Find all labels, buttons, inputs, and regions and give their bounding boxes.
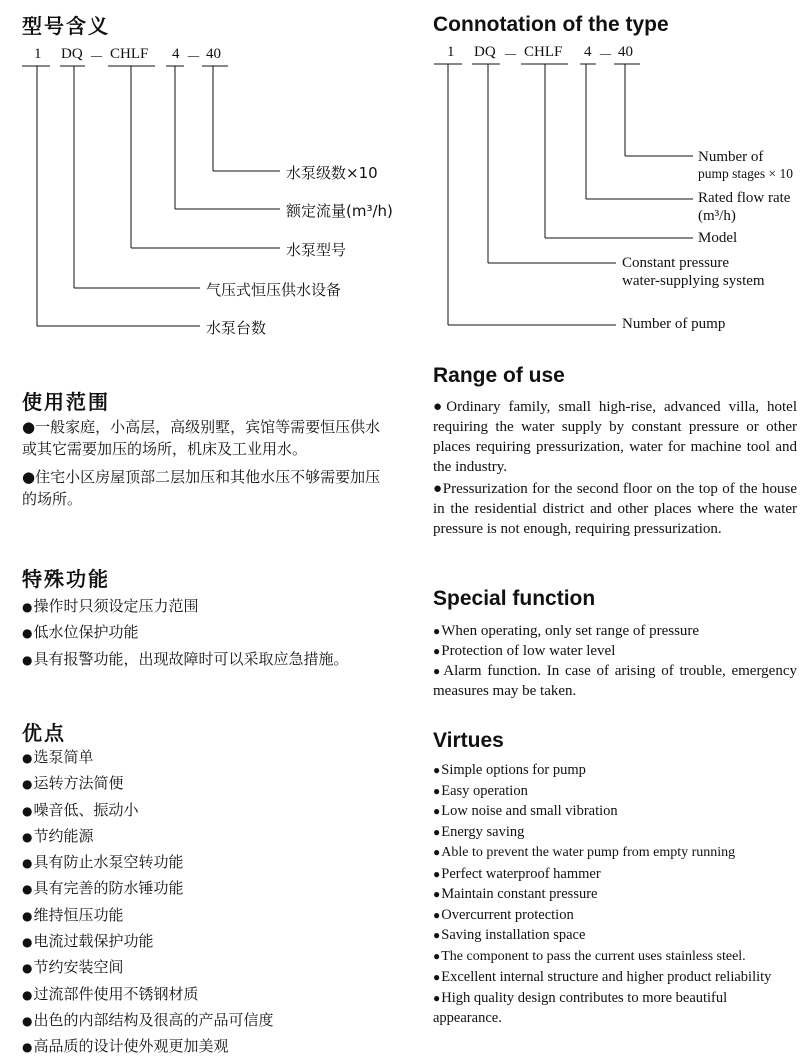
en-special-item-1: ● When operating, only set range of pressure	[433, 621, 797, 641]
en-label-stages-2: pump stages × 10	[698, 166, 793, 181]
list-item: ● 具有报警功能，出现故障时可以采取应急措施。	[22, 647, 349, 673]
en-label-flow-2: (m³/h)	[698, 208, 736, 224]
list-item: ● Overcurrent protection	[433, 905, 799, 926]
en-virtues-title: Virtues	[433, 729, 504, 752]
list-item: ● Maintain constant pressure	[433, 884, 799, 905]
cn-code-dash-2: －	[186, 50, 202, 66]
en-code-pump-count: 1	[447, 44, 455, 60]
en-code-flow: 4	[584, 44, 592, 60]
en-label-model: Model	[698, 230, 738, 246]
list-item: ● 选泵简单	[22, 745, 274, 771]
cn-label-pump-model: 水泵型号	[286, 241, 347, 259]
cn-range-title: 使用范围	[22, 390, 110, 414]
list-item: ● 具有防止水泵空转功能	[22, 850, 274, 876]
en-label-pumps: Number of pump	[622, 316, 726, 332]
list-item: ● 过流部件使用不锈钢材质	[22, 982, 274, 1008]
cn-virtues-list	[22, 745, 274, 1061]
en-special-item-2: ● Protection of low water level	[433, 641, 797, 661]
en-code-chlf: CHLF	[524, 44, 563, 60]
en-range-item-1: ●Ordinary family, small high-rise, advanced villa, hotel requiring the water supply by constant pressure or other places requiring pressurization, water for machine tool and the industry.	[433, 399, 797, 475]
list-item: ● Easy operation	[433, 781, 799, 802]
en-label-system-1: Constant pressure	[622, 255, 730, 271]
list-item: ● 电流过载保护功能	[22, 929, 274, 955]
list-item: ● Simple options for pump	[433, 760, 799, 781]
en-special-item-3: ● Alarm function. In case of arising of trouble, emergency measures may be taken.	[433, 661, 797, 701]
en-label-stages-1: Number of	[698, 149, 764, 165]
list-item: ● 具有完善的防水锤功能	[22, 876, 274, 902]
en-type-title: Connotation of the type	[433, 13, 669, 36]
en-code-dash-2: －	[598, 48, 614, 64]
cn-type-title: 型号含义	[22, 14, 110, 38]
list-item: ● Low noise and small vibration	[433, 801, 799, 822]
en-special-title: Special function	[433, 587, 596, 610]
cn-label-pump-stages: 水泵级数×10	[286, 164, 378, 182]
en-label-system-2: water-supplying system	[622, 273, 765, 289]
cn-label-pump-count: 水泵台数	[206, 319, 267, 337]
en-code-dash-1: －	[503, 48, 519, 64]
en-virtues-list	[433, 760, 799, 1029]
list-item: ● Able to prevent the water pump from empty running	[433, 842, 799, 864]
en-code-stages: 40	[618, 44, 633, 60]
list-item: ● Excellent internal structure and higher product reliability	[433, 967, 799, 988]
cn-code-flow: 4	[172, 46, 180, 62]
list-item: ● Saving installation space	[433, 925, 799, 946]
list-item: ● 维持恒压功能	[22, 903, 274, 929]
list-item: ● The component to pass the current uses stainless steel.	[433, 946, 799, 968]
list-item: ● High quality design contributes to more beautiful appearance.	[433, 988, 783, 1029]
en-range-title: Range of use	[433, 364, 565, 387]
list-item: ● 高品质的设计使外观更加美观	[22, 1034, 274, 1060]
cn-code-dq: DQ	[61, 46, 83, 62]
list-item: ● Energy saving	[433, 822, 799, 843]
cn-label-flow-rate: 额定流量(m³/h)	[286, 202, 393, 220]
cn-label-equipment: 气压式恒压供水设备	[206, 281, 342, 299]
cn-code-dash-1: －	[89, 50, 105, 66]
cn-special-list	[22, 594, 349, 673]
list-item: ● 节约能源	[22, 824, 274, 850]
list-item: ● 出色的内部结构及很高的产品可信度	[22, 1008, 274, 1034]
cn-range-item-1: ●一般家庭，小高层，高级别墅，宾馆等需要恒压供水或其它需要加压的场所，机床及工业用水。	[22, 418, 381, 458]
list-item: ● 节约安装空间	[22, 955, 274, 981]
cn-range-item-2: ●住宅小区房屋顶部二层加压和其他水压不够需要加压的场所。	[22, 468, 381, 508]
cn-virtues-title: 优点	[22, 721, 66, 745]
cn-code-pump-count: 1	[34, 46, 42, 62]
list-item: ● 运转方法简便	[22, 771, 274, 797]
cn-code-stages: 40	[206, 46, 221, 62]
list-item: ● 操作时只须设定压力范围	[22, 594, 349, 620]
list-item: ● 低水位保护功能	[22, 620, 349, 646]
cn-special-title: 特殊功能	[22, 567, 110, 591]
list-item: ● 噪音低、振动小	[22, 798, 274, 824]
list-item: ● Perfect waterproof hammer	[433, 864, 799, 885]
en-label-flow-1: Rated flow rate	[698, 190, 791, 206]
cn-code-chlf: CHLF	[110, 46, 149, 62]
en-code-dq: DQ	[474, 44, 496, 60]
en-range-item-2: ●Pressurization for the second floor on the top of the house in the residential district and other places where the water pressure is not enough, requiring pressurization.	[433, 481, 797, 537]
